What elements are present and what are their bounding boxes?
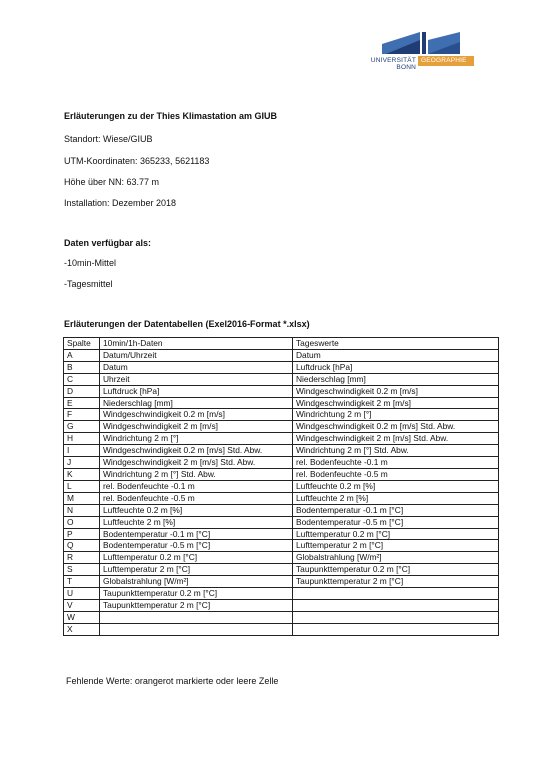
table-row — [64, 564, 499, 576]
logo-graphic — [382, 30, 502, 56]
column-letter-cell: D — [64, 385, 100, 397]
daily-data-cell: Bodentemperatur -0.5 m [°C] — [293, 516, 499, 528]
table-row — [64, 599, 499, 611]
table-row — [64, 445, 499, 457]
table-row — [64, 385, 499, 397]
column-letter-cell: G — [64, 421, 100, 433]
document-title: Erläuterungen zu der Thies Klimastation am GIUB — [64, 111, 278, 121]
ten-min-data-cell: Windgeschwindigkeit 2 m [m/s] Std. Abw. — [100, 457, 293, 469]
daily-data-cell: Lufttemperatur 2 m [°C] — [293, 540, 499, 552]
column-letter-cell: R — [64, 552, 100, 564]
daily-data-cell — [293, 599, 499, 611]
column-letter-cell: M — [64, 492, 100, 504]
daily-data-cell: Windrichtung 2 m [°] Std. Abw. — [293, 445, 499, 457]
column-letter-cell: N — [64, 504, 100, 516]
column-letter-cell: E — [64, 397, 100, 409]
daily-data-cell — [293, 588, 499, 600]
daily-data-cell: Bodentemperatur -0.1 m [°C] — [293, 504, 499, 516]
table-row — [64, 611, 499, 623]
ten-min-data-cell: Uhrzeit — [100, 373, 293, 385]
column-letter-cell: H — [64, 433, 100, 445]
ten-min-data-cell: Windgeschwindigkeit 0.2 m [m/s] — [100, 409, 293, 421]
ten-min-data-cell: Windgeschwindigkeit 0.2 m [m/s] Std. Abw. — [100, 445, 293, 457]
table-row — [64, 468, 499, 480]
column-letter-cell: I — [64, 445, 100, 457]
ten-min-data-cell: rel. Bodenfeuchte -0.5 m — [100, 492, 293, 504]
ten-min-data-cell: Lufttemperatur 0.2 m [°C] — [100, 552, 293, 564]
daily-data-cell: Niederschlag [mm] — [293, 373, 499, 385]
column-letter-cell: A — [64, 349, 100, 361]
column-letter-cell: F — [64, 409, 100, 421]
column-letter-cell: L — [64, 480, 100, 492]
column-letter-cell: P — [64, 528, 100, 540]
daily-data-cell: Globalstrahlung [W/m²] — [293, 552, 499, 564]
column-letter-cell: T — [64, 576, 100, 588]
daily-data-cell — [293, 623, 499, 635]
table-row — [64, 361, 499, 373]
column-letter-cell: X — [64, 623, 100, 635]
height-line: Höhe über NN: 63.77 m — [64, 177, 160, 187]
column-letter-cell: U — [64, 588, 100, 600]
daily-data-cell — [293, 611, 499, 623]
table-row — [64, 480, 499, 492]
ten-min-data-cell: Niederschlag [mm] — [100, 397, 293, 409]
column-letter-cell: W — [64, 611, 100, 623]
column-letter-cell: O — [64, 516, 100, 528]
daily-data-cell: Windgeschwindigkeit 0.2 m [m/s] Std. Abw. — [293, 421, 499, 433]
ten-min-data-cell: Windrichtung 2 m [°] Std. Abw. — [100, 468, 293, 480]
daily-data-cell: rel. Bodenfeuchte -0.5 m — [293, 468, 499, 480]
table-header-cell: Spalte — [64, 338, 100, 350]
ten-min-data-cell: Lufttemperatur 2 m [°C] — [100, 564, 293, 576]
ten-min-data-cell: Datum/Uhrzeit — [100, 349, 293, 361]
utm-line: UTM-Koordinaten: 365233, 5621183 — [64, 156, 210, 166]
daily-data-cell: Luftfeuchte 2 m [%] — [293, 492, 499, 504]
table-header-cell: Tageswerte — [293, 338, 499, 350]
table-row — [64, 588, 499, 600]
table-row — [64, 373, 499, 385]
column-letter-cell: Q — [64, 540, 100, 552]
column-letter-cell: J — [64, 457, 100, 469]
table-row — [64, 433, 499, 445]
availability-item: -10min-Mittel — [64, 258, 117, 268]
ten-min-data-cell: rel. Bodenfeuchte -0.1 m — [100, 480, 293, 492]
ten-min-data-cell: Luftfeuchte 2 m [%] — [100, 516, 293, 528]
table-row — [64, 457, 499, 469]
table-row — [64, 623, 499, 635]
daily-data-cell: Windgeschwindigkeit 2 m [m/s] — [293, 397, 499, 409]
table-row — [64, 409, 499, 421]
column-letter-cell: S — [64, 564, 100, 576]
table-row — [64, 516, 499, 528]
column-letter-cell: B — [64, 361, 100, 373]
missing-values-note: Fehlende Werte: orangerot markierte oder leere Zelle — [66, 676, 279, 686]
availability-title: Daten verfügbar als: — [64, 238, 152, 248]
logo-university-text: UNIVERSITÄT BONN — [370, 57, 416, 71]
daily-data-cell: Taupunkttemperatur 0.2 m [°C] — [293, 564, 499, 576]
table-section-title: Erläuterungen der Datentabellen (Exel2016-Format *.xlsx) — [64, 319, 310, 329]
column-letter-cell: V — [64, 599, 100, 611]
table-header-cell: 10min/1h-Daten — [100, 338, 293, 350]
ten-min-data-cell: Datum — [100, 361, 293, 373]
table-header-row — [64, 338, 499, 350]
ten-min-data-cell: Windrichtung 2 m [°] — [100, 433, 293, 445]
table-row — [64, 397, 499, 409]
daily-data-cell: Lufttemperatur 0.2 m [°C] — [293, 528, 499, 540]
table-row — [64, 492, 499, 504]
column-letter-cell: K — [64, 468, 100, 480]
column-letter-cell: C — [64, 373, 100, 385]
ten-min-data-cell: Bodentemperatur -0.5 m [°C] — [100, 540, 293, 552]
data-table — [63, 337, 499, 636]
table-row — [64, 576, 499, 588]
ten-min-data-cell: Globalstrahlung [W/m²] — [100, 576, 293, 588]
location-line: Standort: Wiese/GIUB — [64, 134, 153, 144]
table-row — [64, 421, 499, 433]
ten-min-data-cell: Luftdruck [hPa] — [100, 385, 293, 397]
table-row — [64, 349, 499, 361]
daily-data-cell: Datum — [293, 349, 499, 361]
installation-line: Installation: Dezember 2018 — [64, 198, 177, 208]
table-row — [64, 504, 499, 516]
ten-min-data-cell: Bodentemperatur -0.1 m [°C] — [100, 528, 293, 540]
ten-min-data-cell — [100, 623, 293, 635]
availability-item: -Tagesmittel — [64, 279, 113, 289]
ten-min-data-cell: Windgeschwindigkeit 2 m [m/s] — [100, 421, 293, 433]
daily-data-cell: Taupunkttemperatur 2 m [°C] — [293, 576, 499, 588]
table-row — [64, 540, 499, 552]
table-row — [64, 528, 499, 540]
table-row — [64, 552, 499, 564]
ten-min-data-cell: Luftfeuchte 0.2 m [%] — [100, 504, 293, 516]
daily-data-cell: Windgeschwindigkeit 2 m [m/s] Std. Abw. — [293, 433, 499, 445]
daily-data-cell: Luftfeuchte 0.2 m [%] — [293, 480, 499, 492]
ten-min-data-cell: Taupunkttemperatur 2 m [°C] — [100, 599, 293, 611]
ten-min-data-cell: Taupunkttemperatur 0.2 m [°C] — [100, 588, 293, 600]
ten-min-data-cell — [100, 611, 293, 623]
logo-institute-text: GEOGRAPHIE — [421, 57, 467, 64]
daily-data-cell: Luftdruck [hPa] — [293, 361, 499, 373]
daily-data-cell: Windrichtung 2 m [°] — [293, 409, 499, 421]
daily-data-cell: Windgeschwindigkeit 0.2 m [m/s] — [293, 385, 499, 397]
daily-data-cell: rel. Bodenfeuchte -0.1 m — [293, 457, 499, 469]
